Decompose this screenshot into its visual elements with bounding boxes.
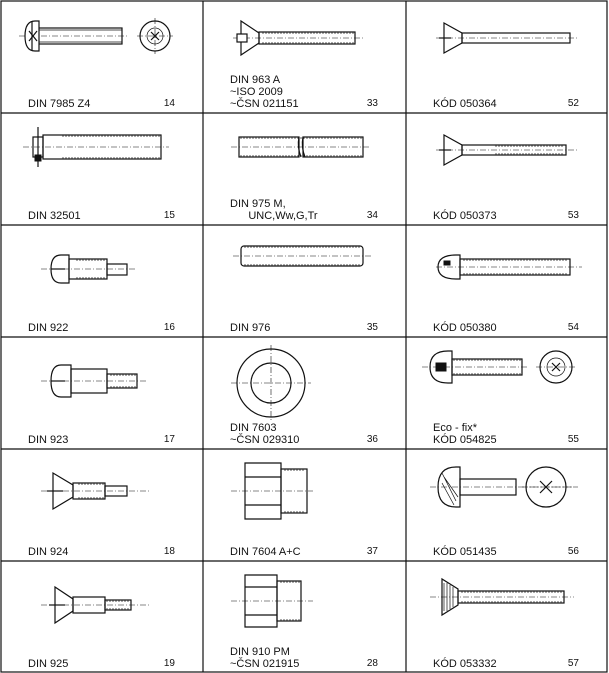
standard-designation [433,98,497,110]
designation-line: KÓD 053332 [433,658,497,670]
standard-designation [433,322,497,334]
fastener-drawing [1,225,203,315]
designation-line: DIN 925 [28,658,69,670]
fastener-drawing [203,449,406,539]
designation-line: DIN 963 A [230,74,281,86]
fastener-drawing [406,1,607,91]
designation-line: ~ISO 2009 [230,86,283,98]
item-number: 54 [567,322,579,333]
standard-designation [230,422,299,446]
designation-line: DIN 7603 [230,422,277,434]
fastener-drawing [1,561,203,651]
catalog-cell-kod050364 [406,1,607,112]
fastener-drawing [1,449,203,539]
item-number: 57 [567,658,579,669]
designation-line: DIN 923 [28,434,69,446]
designation-line: DIN 7985 Z4 [28,98,91,110]
catalog-cell-din922 [1,225,203,336]
designation-line: KÓD 054825 [433,434,497,446]
designation-line: KÓD 050373 [433,210,497,222]
fastener-drawing [406,337,607,427]
designation-line: DIN 32501 [28,210,81,222]
catalog-cell-kod053332 [406,561,607,672]
catalog-cell-din976 [203,225,406,336]
standard-designation [28,434,68,446]
item-number: 36 [366,434,378,445]
designation-line: KÓD 051435 [433,546,497,558]
item-number: 18 [163,546,175,557]
standard-designation [28,322,68,334]
item-number: 56 [567,546,579,557]
item-number: 28 [366,658,378,669]
standard-designation [28,546,68,558]
fastener-drawing [203,225,406,315]
catalog-cell-din924 [1,449,203,560]
standard-designation [28,210,81,222]
item-number: 19 [163,658,175,669]
standard-designation [28,658,68,670]
item-number: 16 [163,322,175,333]
designation-line: ~ČSN 021915 [230,658,300,670]
fastener-drawing [406,449,607,539]
item-number: 53 [567,210,579,221]
fastener-drawing [1,113,203,203]
item-number: 34 [366,210,378,221]
fastener-drawing [203,561,406,651]
designation-line: ~ČSN 021151 [230,98,299,110]
fastener-drawing [406,113,607,203]
catalog-cell-din925 [1,561,203,672]
catalog-cell-din7604 [203,449,406,560]
item-number: 17 [163,434,175,445]
designation-line: DIN 910 PM [230,646,290,658]
catalog-cell-din975 [203,113,406,224]
designation-line: DIN 922 [28,322,69,334]
standard-designation [433,210,497,222]
fastener-drawing [1,1,203,91]
catalog-cell-din910 [203,561,406,672]
item-number: 14 [163,98,175,109]
fastener-drawing [406,561,607,651]
designation-line: KÓD 050364 [433,98,497,110]
standard-designation [230,322,270,334]
item-number: 15 [163,210,175,221]
catalog-cell-din963 [203,1,406,112]
designation-line: UNC,Ww,G,Tr [230,210,318,222]
fastener-drawing [406,225,607,315]
item-number: 37 [366,546,378,557]
catalog-cell-ecofix [406,337,607,448]
catalog-cell-din7603 [203,337,406,448]
standard-designation [230,546,301,558]
standard-designation [433,546,497,558]
designation-line: KÓD 050380 [433,322,497,334]
standard-designation [433,422,497,446]
item-number: 55 [567,434,579,445]
item-number: 35 [366,322,378,333]
catalog-cell-din923 [1,337,203,448]
fastener-drawing [203,337,406,427]
designation-line: DIN 975 M, [230,198,286,210]
fastener-drawing [203,113,406,203]
designation-line: Eco - fix* [433,422,478,434]
standard-designation [230,74,299,110]
standard-designation [28,98,90,110]
item-number: 52 [567,98,579,109]
standard-designation [230,198,318,222]
designation-line: DIN 7604 A+C [230,546,301,558]
catalog-cell-din32501 [1,113,203,224]
catalog-cell-kod050380 [406,225,607,336]
standard-designation [230,646,299,670]
catalog-cell-din7985 [1,1,203,112]
standard-designation [433,658,497,670]
designation-line: DIN 924 [28,546,69,558]
catalog-cell-kod051435 [406,449,607,560]
designation-line: DIN 976 [230,322,271,334]
catalog-cell-kod050373 [406,113,607,224]
fastener-drawing [1,337,203,427]
item-number: 33 [366,98,378,109]
designation-line: ~ČSN 029310 [230,434,300,446]
